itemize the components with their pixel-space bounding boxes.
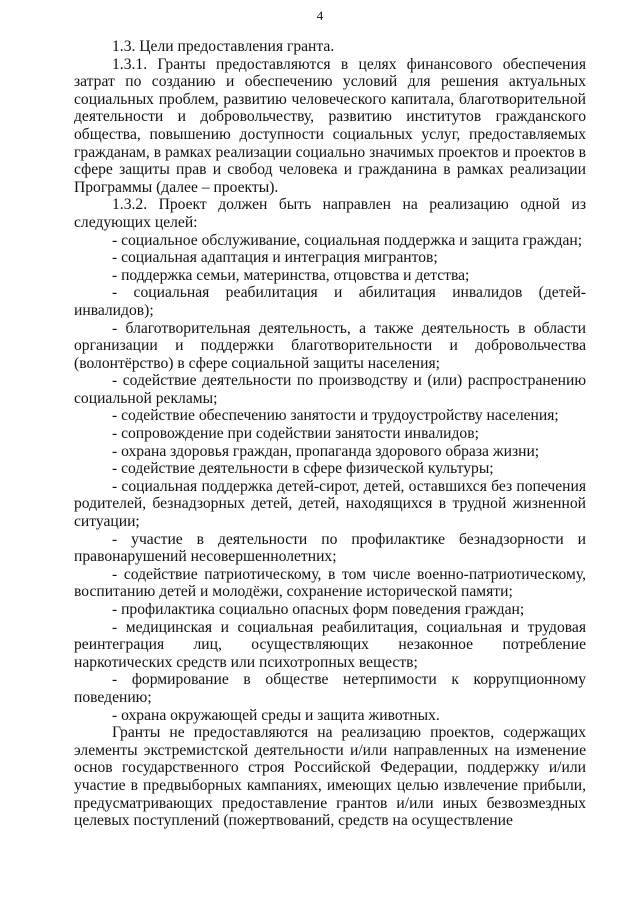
goal-item: - социальная поддержка детей-сирот, детей, оставшихся без попечения родителей, безнадзорных детей, детей, находящихся в трудной жизненной ситуации; (74, 477, 586, 531)
goal-item: - сопровождение при содействии занятости инвалидов; (112, 425, 479, 443)
paragraph-restrictions: Гранты не предоставляются на реализацию проектов, содержащих элементы экстремистской деятельности и/или направленных на изменение основ государственного строя Российской Федерации, поддержку и/или участие в предвыборных кампаниях, имеющих целью извлечение прибыли, предусматривающих предоставление грантов и/или иных безвозмездных целевых поступлений (пожертвований, средств на осуществление (74, 724, 586, 830)
goal-item: - содействие патриотическому, в том числе военно-патриотическому, воспитанию детей и молодёжи, сохранение исторической памяти; (74, 565, 586, 601)
goal-item: - содействие деятельности в сфере физической культуры; (112, 460, 494, 478)
document-body (74, 38, 586, 830)
goal-item: - охрана здоровья граждан, пропаганда здорового образа жизни; (112, 442, 540, 460)
goal-item: - благотворительная деятельность, а также деятельность в области организации и поддержки благотворительности и добровольчества (волонтёрство) в сфере социальной защиты населения; (74, 319, 586, 372)
goal-item: - поддержка семьи, материнства, отцовства и детства; (112, 266, 470, 284)
goal-item: - охрана окружающей среды и защита животных. (112, 706, 440, 724)
goal-item: - социальная адаптация и интеграция мигрантов; (112, 249, 438, 267)
paragraph-1-3-2: 1.3.2. Проект должен быть направлен на реализацию одной из следующих целей: (74, 196, 586, 231)
goal-item: - медицинская и социальная реабилитация, социальная и трудовая реинтеграция лиц, осуществляющих незаконное потребление наркотических средств или психотропных веществ; (74, 618, 586, 671)
section-heading: 1.3. Цели предоставления гранта. (112, 38, 335, 55)
goal-item: - формирование в обществе нетерпимости к коррупционному поведению; (74, 671, 586, 706)
page-number: 4 (316, 8, 324, 23)
goal-item: - социальная реабилитация и абилитация инвалидов (детей-инвалидов); (74, 284, 586, 319)
goal-item: - социальное обслуживание, социальная поддержка и защита граждан; (112, 231, 583, 249)
paragraph-1-3-1: 1.3.1. Гранты предоставляются в целях финансового обеспечения затрат по созданию и обеспечению условий для решения актуальных социальных проблем, развитию человеческого капитала, благотворительной деятельности и добровольчеству, развитию институтов гражданского общества, повышению доступности социальных услуг, предоставляемых гражданам, в рамках реализации социально значимых проектов и проектов в сфере защиты прав и свобод человека и гражданина в рамках реализации Программы (далее – проекты). (74, 55, 586, 196)
goal-item: - профилактика социально опасных форм поведения граждан; (112, 601, 525, 618)
goal-item: - содействие деятельности по производству и (или) распространению социальной рекламы; (74, 372, 586, 407)
goal-item: - содействие обеспечению занятости и трудоустройству населения; (112, 407, 559, 425)
goal-item: - участие в деятельности по профилактике безнадзорности и правонарушений несовершеннолетних; (74, 530, 586, 566)
